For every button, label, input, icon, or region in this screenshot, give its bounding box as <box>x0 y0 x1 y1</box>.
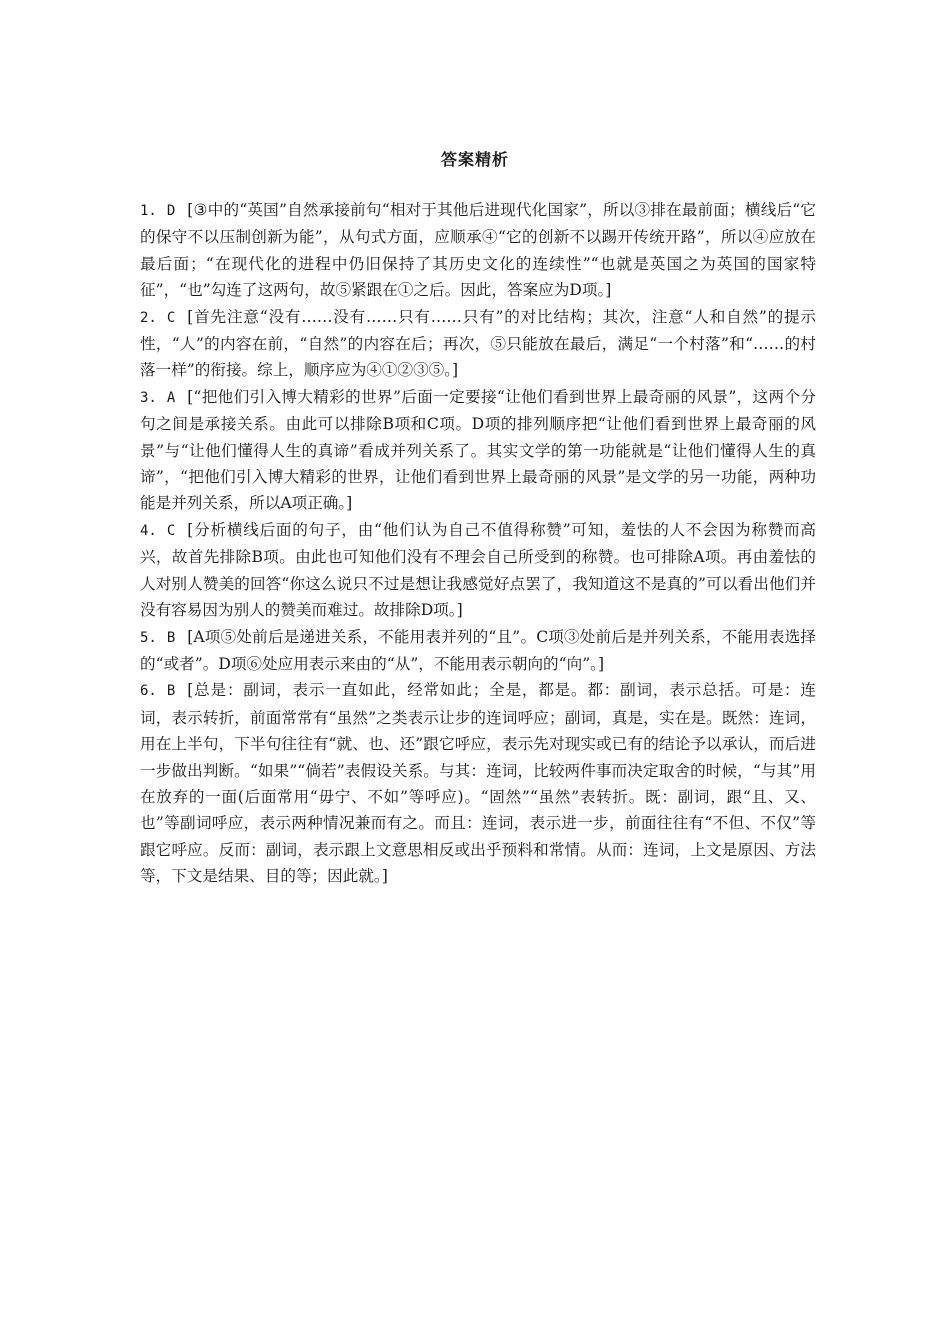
answer-explanation: [“把他们引入博大精彩的世界”后面一定要接“让他们看到世界上最奇丽的风景”，这两个分句之间是承接关系。由此可以排除B项和C项。D项的排列顺序把“让他们看到世界上最奇丽的风景”与“让他们懂得人生的真谛”看成并列关系了。其实文学的第一功能就是“让他们懂得人生的真谛”，“把他们引入博大精彩的世界，让他们看到世界上最奇丽的风景”是文学的另一功能，两种功能是并列关系，所以A项正确。] <box>140 387 816 513</box>
answer-explanation: [首先注意“没有……没有……只有……只有”的对比结构；其次，注意“人和自然”的提示性，“人”的内容在前，“自然”的内容在后；再次，⑤只能放在最后，满足“一个村落”和“……的村落一样”的衔接。综上，顺序应为④①②③⑤。] <box>140 307 816 380</box>
answer-number: 3. <box>140 389 157 406</box>
answer-option: D <box>166 203 176 219</box>
answer-number: 2. <box>140 309 157 326</box>
answer-explanation: [总是：副词，表示一直如此，经常如此；全是，都是。都：副词，表示总括。可是：连词，表示转折，前面常常有“虽然”之类表示让步的连词呼应；副词，真是，实在是。既然：连词，用在上半句，下半句往往有“就、也、还”跟它呼应，表示先对现实或已有的结论予以承认，而后进一步做出判断。“如果”“倘若”表假设关系。与其：连词，比较两件事而决定取舍的时候，“与其”用在放弃的一面(后面常用“毋宁、不如”等呼应)。“固然”“虽然”表转折。既：副词，跟“且、又、也”等副词呼应，表示两种情况兼而有之。而且：连词，表示进一步，前面往往有“不但、不仅”等跟它呼应。反而：副词，表示跟上文意思相反或出乎预料和常情。从而：连词，上文是原因、方法等，下文是结果、目的等；因此就。] <box>140 681 816 886</box>
answer-item-2 <box>140 304 816 384</box>
answer-number: 5. <box>140 629 157 646</box>
answer-option: B <box>166 629 176 646</box>
answer-option: C <box>166 522 176 539</box>
answer-explanation: [A项⑤处前后是递进关系，不能用表并列的“且”。C项③处前后是并列关系，不能用表选择的“或者”。D项⑥处应用表示来由的“从”，不能用表示朝向的“向”。] <box>140 627 816 673</box>
answer-item-1 <box>140 197 816 304</box>
answer-item-3 <box>140 384 816 517</box>
answer-explanation: [③中的“英国”自然承接前句“相对于其他后进现代化国家”，所以③排在最前面；横线后“它的保守不以压制创新为能”，从句式方面，应顺承④“它的创新不以踢开传统开路”，所以④应放在最后面；“在现代化的进程中仍旧保持了其历史文化的连续性”“也就是英国之为英国的国家特征”，“也”勾连了这两句，故⑤紧跟在①之后。因此，答案应为D项。] <box>140 201 816 300</box>
answer-option: A <box>166 389 176 406</box>
answer-number: 4. <box>140 522 157 539</box>
answer-number: 1. <box>140 203 157 219</box>
answer-item-5 <box>140 624 816 678</box>
answer-option: C <box>166 309 176 326</box>
document-title: 答案精析 <box>440 150 509 169</box>
answer-list <box>140 197 816 890</box>
answer-option: B <box>166 683 176 700</box>
answer-explanation: [分析横线后面的句子，由“他们认为自己不值得称赞”可知，羞怯的人不会因为称赞而高兴，故首先排除B项。由此也可知他们没有不理会自己所受到的称赞。也可排除A项。再由羞怯的人对别人赞美的回答“你这么说只不过是想让我感觉好点罢了，我知道这不是真的”可以看出他们并没有容易因为别人的赞美而难过。故排除D项。] <box>140 520 816 620</box>
answer-number: 6. <box>140 683 157 700</box>
answer-item-6 <box>140 677 816 889</box>
answer-item-4 <box>140 517 816 624</box>
